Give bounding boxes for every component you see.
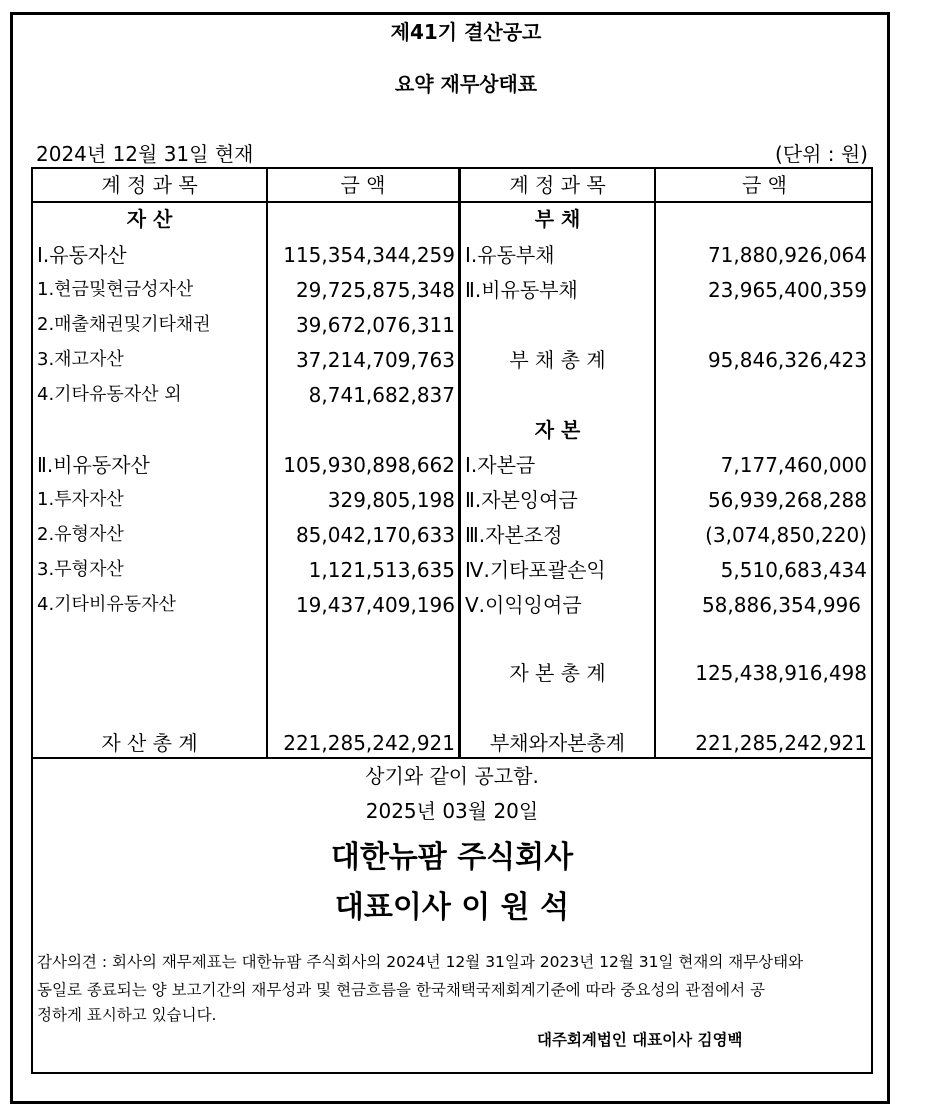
total-liabilities-amount: 95,846,326,423 (707, 348, 867, 372)
assets-section-label: 자 산 (126, 207, 173, 231)
intangible-assets-amount: 1,121,513,635 (308, 558, 455, 582)
retained-earnings-label: Ⅴ.이익잉여금 (465, 593, 582, 617)
total-liabilities-equity-amount: 221,285,242,921 (695, 731, 867, 755)
inventory-amount: 37,214,709,763 (295, 348, 455, 372)
intangible-assets-label: 3.무형자산 (37, 559, 124, 580)
noncurrent-liabilities-label: Ⅱ.비유동부채 (465, 278, 578, 302)
noncurrent-liabilities-amount: 23,965,400,359 (707, 278, 867, 302)
other-comprehensive-income-label: Ⅳ.기타포괄손익 (465, 558, 606, 582)
unit-label: (단위 : 원) (774, 142, 868, 166)
current-liabilities-label: Ⅰ.유동부채 (465, 243, 555, 267)
reporting-date: 2024년 12월 31일 현재 (36, 142, 254, 166)
capital-adjustment-amount: (3,074,850,220) (705, 523, 867, 547)
investments-amount: 329,805,198 (327, 488, 455, 512)
other-current-assets-amount: 8,741,682,837 (308, 383, 455, 407)
other-noncurrent-assets-amount: 19,437,409,196 (295, 593, 455, 617)
current-assets-label: Ⅰ.유동자산 (37, 243, 127, 267)
noncurrent-assets-label: Ⅱ.비유동자산 (37, 453, 150, 477)
investments-label: 1.투자자산 (37, 489, 124, 510)
company-name: 대한뉴팜 주식회사 (330, 840, 574, 875)
capital-surplus-amount: 56,939,268,288 (707, 488, 867, 512)
capital-stock-label: Ⅰ.자본금 (465, 453, 536, 477)
tangible-assets-amount: 85,042,170,633 (295, 523, 455, 547)
tangible-assets-label: 2.유형자산 (37, 524, 124, 545)
audit-opinion-line: 동일로 종료되는 양 보고기간의 재무성과 및 현금흐름을 한국채택국제회계기준에 따라 중요성의 관점에서 공 (37, 981, 765, 999)
current-assets-amount: 115,354,344,259 (283, 243, 455, 267)
noncurrent-assets-amount: 105,930,898,662 (283, 453, 455, 477)
capital-adjustment-label: Ⅲ.자본조정 (465, 523, 563, 547)
audit-opinion-line: 감사의견 : 회사의 재무제표는 대한뉴팜 주식회사의 2024년 12월 31일과 2023년 12월 31일 현재의 재무상태와 (37, 953, 804, 971)
receivables-label: 2.매출채권및기타채권 (37, 314, 211, 335)
header-divider (33, 201, 871, 203)
header-left-amount: 금 액 (340, 173, 386, 197)
notice-title: 제41기 결산공고 (390, 20, 542, 44)
cash-amount: 29,725,875,348 (295, 278, 455, 302)
retained-earnings-amount: 58,886,354,996 (701, 593, 861, 617)
total-assets-label: 자 산 총 계 (101, 731, 198, 755)
balance-sheet-table (31, 167, 873, 759)
total-assets-amount: 221,285,242,921 (283, 731, 455, 755)
announcement-footer (31, 758, 873, 1074)
total-equity-amount: 125,438,916,498 (695, 661, 867, 685)
capital-surplus-label: Ⅱ.자본잉여금 (465, 488, 578, 512)
statement-subtitle: 요약 재무상태표 (394, 72, 538, 96)
notice-date: 2025년 03월 20일 (365, 799, 539, 823)
total-liabilities-label: 부 채 총 계 (509, 348, 606, 372)
ceo-name: 대표이사 이 원 석 (334, 890, 570, 925)
header-left-account: 계 정 과 목 (101, 173, 198, 197)
equity-section-label: 자 본 (534, 418, 581, 442)
header-right-amount: 금 액 (742, 173, 787, 197)
other-current-assets-label: 4.기타유동자산 외 (37, 384, 182, 405)
notice-statement: 상기와 같이 공고함. (365, 764, 539, 788)
total-liabilities-equity-label: 부채와자본총계 (489, 731, 626, 755)
header-right-account: 계 정 과 목 (509, 173, 606, 197)
auditor-signature: 대주회계법인 대표이사 김영백 (537, 1031, 743, 1049)
audit-opinion-line: 정하게 표시하고 있습니다. (37, 1006, 217, 1024)
other-comprehensive-income-amount: 5,510,683,434 (720, 558, 867, 582)
total-equity-label: 자 본 총 계 (509, 661, 606, 685)
capital-stock-amount: 7,177,460,000 (720, 453, 867, 477)
other-noncurrent-assets-label: 4.기타비유동자산 (37, 594, 176, 615)
liabilities-section-label: 부 채 (534, 207, 581, 231)
cash-label: 1.현금및현금성자산 (37, 279, 194, 300)
inventory-label: 3.재고자산 (37, 349, 124, 370)
receivables-amount: 39,672,076,311 (295, 313, 455, 337)
current-liabilities-amount: 71,880,926,064 (707, 243, 867, 267)
